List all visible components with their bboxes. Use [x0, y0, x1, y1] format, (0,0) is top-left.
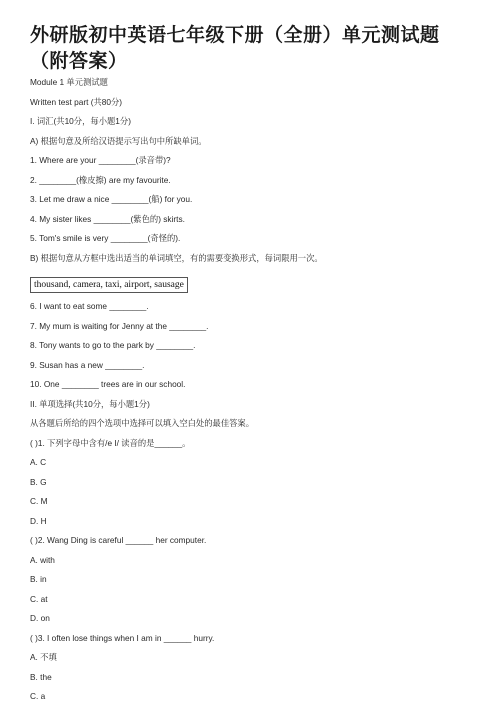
answer-option: B. the — [30, 671, 52, 682]
answer-option: A. with — [30, 554, 55, 565]
answer-option: A. C — [30, 457, 47, 467]
question-line: ( )2. Wang Ding is careful ______ her computer. — [30, 535, 207, 545]
question-line: 4. My sister likes ________(紫色的) skirts. — [30, 213, 185, 224]
answer-option: B. G — [30, 476, 47, 487]
part-heading: I. 词汇(共10分，每小题1分) — [30, 116, 131, 126]
document-title: 外研版初中英语七年级下册（全册）单元测试题（附答案） — [30, 24, 440, 72]
answer-option: B. in — [30, 574, 47, 584]
answer-option: A. 不填 — [30, 652, 57, 662]
instruction-text: 从各题后所给的四个选项中选择可以填入空白处的最佳答案。 — [30, 418, 255, 428]
instruction-text: A) 根据句意及所给汉语提示写出句中所缺单词。 — [30, 135, 207, 146]
answer-option: D. on — [30, 613, 50, 623]
question-line: 7. My mum is waiting for Jenny at the ________. — [30, 320, 209, 331]
question-line: 1. Where are your ________(录音带)? — [30, 155, 171, 165]
answer-option: D. H — [30, 515, 47, 526]
question-line: 5. Tom's smile is very ________(奇怪的). — [30, 233, 181, 243]
question-line: ( )1. 下列字母中含有/e I/ 读音的是______。 — [30, 437, 191, 448]
answer-option: C. at — [30, 593, 48, 604]
question-line: 3. Let me draw a nice ________(船) for you. — [30, 194, 193, 204]
question-line: 6. I want to eat some ________. — [30, 301, 149, 311]
document-body — [30, 77, 480, 711]
section-subheading: Written test part (共80分) — [30, 96, 123, 107]
answer-option: C. M — [30, 496, 48, 506]
question-line: 10. One ________ trees are in our school. — [30, 379, 186, 389]
question-line: 2. ________(橡皮擦) are my favourite. — [30, 174, 171, 185]
instruction-text: B) 根据句意从方框中选出适当的单词填空，有的需要变换形式，每词限用一次。 — [30, 252, 323, 263]
section-heading: Module 1 单元测试题 — [30, 77, 108, 87]
part-heading: II. 单项选择(共10分，每小题1分) — [30, 398, 150, 409]
question-line: 9. Susan has a new ________. — [30, 359, 145, 370]
word-box: thousand, camera, taxi, airport, sausage — [30, 277, 188, 293]
answer-option: C. a — [30, 691, 46, 701]
question-line: ( )3. I often lose things when I am in ______ hurry. — [30, 632, 215, 643]
question-line: 8. Tony wants to go to the park by ________. — [30, 340, 196, 350]
